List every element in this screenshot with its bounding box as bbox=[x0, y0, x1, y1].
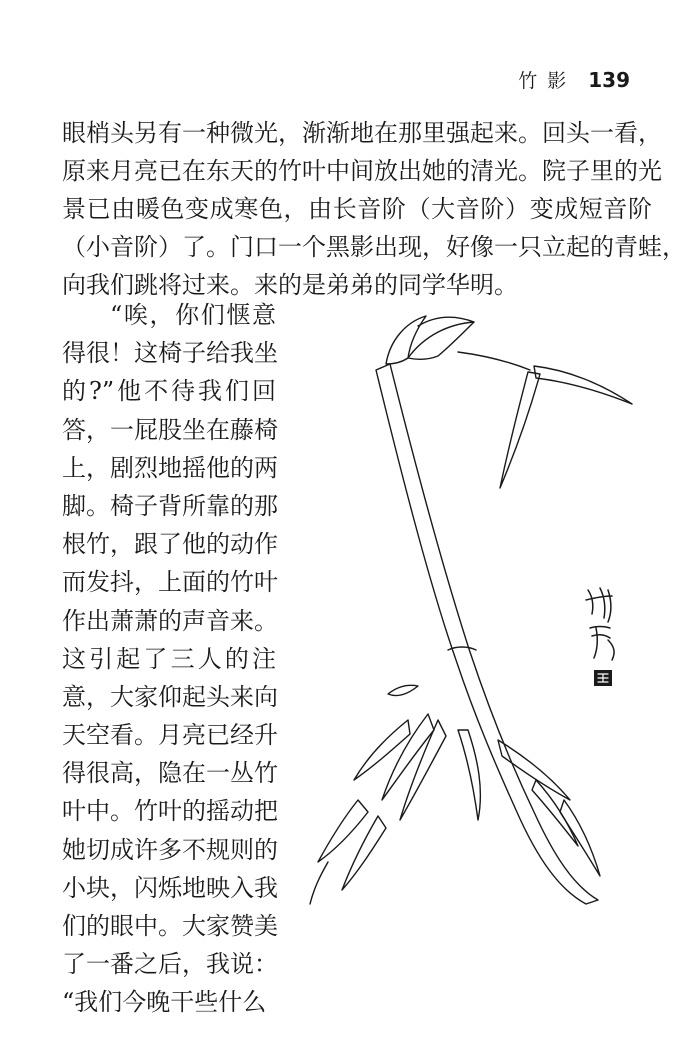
text-line: 得很高，隐在一丛竹 bbox=[62, 759, 278, 788]
signature-stroke bbox=[594, 628, 597, 658]
page-header bbox=[518, 66, 630, 93]
running-title: 竹影 bbox=[518, 70, 577, 92]
text-line: 根竹，跟了他的动作 bbox=[62, 530, 278, 559]
bamboo-stalk bbox=[376, 364, 598, 904]
text-line: “我们今晚干些什么 bbox=[62, 988, 267, 1017]
signature-stroke bbox=[590, 627, 610, 629]
bamboo-leaf bbox=[560, 800, 600, 876]
bamboo-leaf bbox=[498, 740, 570, 800]
text-line: 向我们跳将过来。来的是弟弟的同学华明。 bbox=[62, 271, 518, 299]
signature-stroke bbox=[608, 590, 611, 622]
text-line: 脚。椅子背所靠的那 bbox=[62, 491, 278, 520]
text-line: 这引起了三人的注 bbox=[62, 644, 276, 673]
signature-stroke bbox=[586, 596, 612, 600]
text-line: 天空看。月亮已经升 bbox=[62, 721, 278, 750]
signature-stroke bbox=[592, 635, 610, 638]
bamboo-leaf bbox=[318, 800, 368, 862]
signature-stroke bbox=[608, 640, 614, 660]
text-line: 意，大家仰起头来向 bbox=[62, 682, 278, 711]
bamboo-leaf bbox=[310, 862, 328, 904]
bamboo-leaf bbox=[382, 714, 434, 800]
text-line: 们的眼中。大家赞美 bbox=[62, 912, 278, 940]
signature-mark bbox=[578, 582, 628, 692]
text-line: 景已由暖色变成寒色，由长音阶（大音阶）变成短音阶 bbox=[62, 195, 652, 223]
bamboo-leaf bbox=[418, 317, 474, 326]
text-line: 小块，闪烁地映入我 bbox=[62, 873, 278, 902]
page-number: 139 bbox=[588, 68, 630, 92]
text-line: 作出萧萧的声音来。 bbox=[62, 606, 278, 635]
bamboo-leaf bbox=[386, 316, 426, 364]
text-line: （小音阶）了。门口一个黑影出现，好像一只立起的青蛙， bbox=[62, 233, 686, 261]
bamboo-leaf bbox=[342, 816, 386, 890]
bamboo-leaf bbox=[534, 366, 632, 404]
text-line: 她切成许多不规则的 bbox=[62, 835, 278, 864]
bamboo-leaf bbox=[354, 720, 410, 780]
text-line: 的?”他不待我们回 bbox=[62, 377, 276, 406]
text-line: “唉，你们惬意 bbox=[110, 301, 276, 329]
text-line: 了一番之后，我说： bbox=[62, 950, 278, 979]
bamboo-leaf bbox=[400, 720, 446, 820]
text-line: 答，一屁股坐在藤椅 bbox=[62, 415, 278, 444]
paragraph-top bbox=[62, 114, 686, 304]
bamboo-leaf bbox=[458, 730, 480, 820]
text-line: 原来月亮已在东天的竹叶中间放出她的清光。院子里的光 bbox=[62, 157, 662, 185]
text-line: 而发抖，上面的竹叶 bbox=[62, 568, 278, 597]
signature-stroke bbox=[588, 590, 593, 614]
bamboo-leaf bbox=[458, 352, 530, 370]
text-line: 上，剧烈地摇他的两 bbox=[62, 453, 278, 482]
paragraph-side bbox=[62, 296, 276, 1022]
text-line: 得很！这椅子给我坐 bbox=[62, 339, 278, 368]
bamboo-leaf bbox=[532, 780, 578, 846]
bamboo-leaf bbox=[388, 685, 418, 695]
text-line: 眼梢头另有一种微光，渐渐地在那里强起来。回头一看， bbox=[62, 119, 662, 147]
bamboo-leaf bbox=[500, 372, 540, 488]
text-line: 叶中。竹叶的摇动把 bbox=[62, 797, 278, 826]
signature-stroke bbox=[600, 588, 605, 618]
